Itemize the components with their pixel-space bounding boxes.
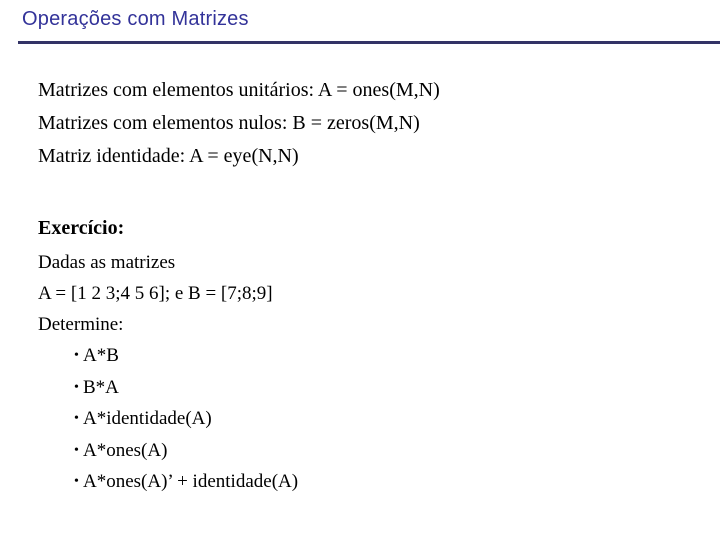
list-item xyxy=(74,435,440,467)
list-item xyxy=(74,466,440,498)
task-text: A*ones(A)’ + identidade(A) xyxy=(83,471,299,492)
exercise-task-list xyxy=(38,340,440,498)
exercise-intro: Dadas as matrizes xyxy=(38,252,176,273)
function-eye-line: Matriz identidade: A = eye(N,N) xyxy=(38,145,299,167)
task-text: A*ones(A) xyxy=(83,439,168,461)
task-text: A*identidade(A) xyxy=(83,408,212,429)
bullet-icon: • xyxy=(74,411,79,426)
bullet-icon: • xyxy=(74,442,79,458)
slide-body xyxy=(38,80,440,498)
bullet-icon: • xyxy=(74,348,79,363)
function-zeros-line: Matrizes com elementos nulos: B = zeros(M,N) xyxy=(38,112,420,134)
title-divider xyxy=(18,41,720,44)
list-item xyxy=(74,403,440,435)
bullet-icon: • xyxy=(74,474,79,489)
task-text: B*A xyxy=(83,376,119,398)
list-item xyxy=(74,340,440,372)
exercise-prompt: Determine: xyxy=(38,314,124,335)
task-text: A*B xyxy=(83,345,119,366)
bullet-icon: • xyxy=(74,379,79,395)
function-ones-line: Matrizes com elementos unitários: A = ones(M,N) xyxy=(38,79,440,101)
exercise-heading: Exercício: xyxy=(38,217,125,239)
list-item xyxy=(74,372,440,404)
slide-title: Operações com Matrizes xyxy=(22,8,249,30)
exercise-definition: A = [1 2 3;4 5 6]; e B = [7;8;9] xyxy=(38,283,273,304)
